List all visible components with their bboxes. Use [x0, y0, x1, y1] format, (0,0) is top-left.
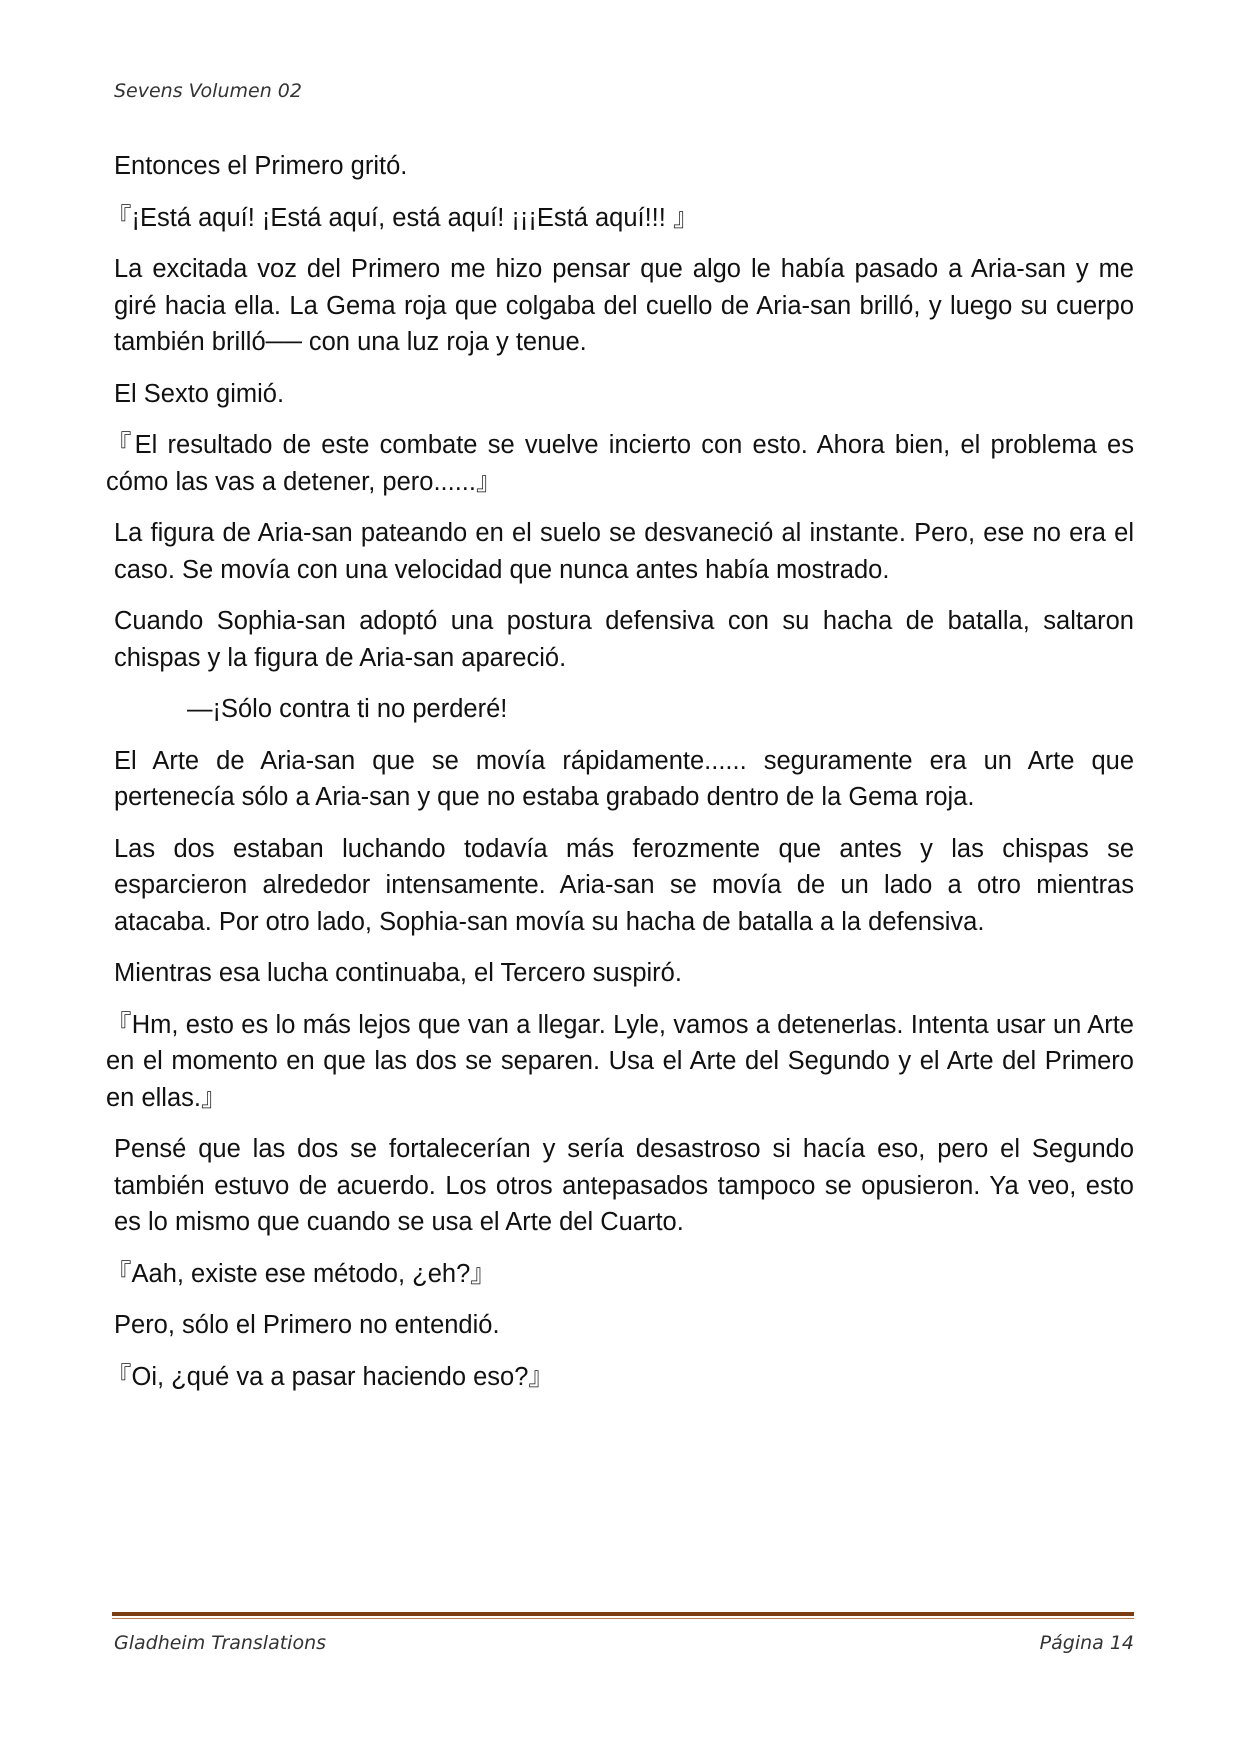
- paragraph: Pensé que las dos se fortalecerían y sería desastroso si hacía eso, pero el Segundo también estuvo de acuerdo. Los otros antepasados tampoco se opusieron. Ya veo, esto es lo mismo que cuando se usa el Arte del Cuarto.: [114, 1135, 1134, 1236]
- body-text: [106, 148, 1134, 1410]
- page-number: Página 14: [1039, 1632, 1134, 1654]
- footer-divider-thin: [112, 1618, 1134, 1619]
- dialogue-paragraph: 『Oi, ¿qué va a pasar haciendo eso?』: [106, 1362, 554, 1391]
- paragraph: Pero, sólo el Primero no entendió.: [114, 1311, 500, 1339]
- dialogue-paragraph: 『¡Está aquí! ¡Está aquí, está aquí! ¡¡¡Está aquí!!! 』: [106, 203, 699, 232]
- paragraph: La figura de Aria-san pateando en el suelo se desvaneció al instante. Pero, ese no era el caso. Se movía con una velocidad que nunca antes había mostrado.: [114, 519, 1134, 584]
- paragraph: El Sexto gimió.: [114, 379, 285, 408]
- dialogue-paragraph: 『Hm, esto es lo más lejos que van a llegar. Lyle, vamos a detenerlas. Intenta usar un Arte en el momento en que las dos se separen. Usa el Arte del Segundo y el Arte del Primero en ellas.』: [106, 1010, 1134, 1112]
- page-header-title: Sevens Volumen 02: [114, 80, 302, 102]
- indented-dialogue: —¡Sólo contra ti no perderé!: [187, 695, 508, 723]
- footer-publisher: Gladheim Translations: [114, 1632, 327, 1654]
- paragraph: Mientras esa lucha continuaba, el Tercero suspiró.: [114, 959, 682, 987]
- dialogue-paragraph: 『El resultado de este combate se vuelve incierto con esto. Ahora bien, el problema es cómo las vas a detener, pero......』: [106, 431, 1134, 496]
- paragraph: Las dos estaban luchando todavía más ferozmente que antes y las chispas se esparcieron alrededor intensamente. Aria-san se movía de un lado a otro mientras atacaba. Por otro lado, Sophia-san movía su hacha de batalla a la defensiva.: [114, 834, 1134, 936]
- dialogue-paragraph: 『Aah, existe ese método, ¿eh?』: [106, 1259, 496, 1288]
- paragraph: El Arte de Aria-san que se movía rápidamente...... seguramente era un Arte que pertenecía sólo a Aria-san y que no estaba grabado dentro de la Gema roja.: [114, 746, 1134, 811]
- paragraph: Entonces el Primero gritó.: [114, 152, 408, 180]
- paragraph: Cuando Sophia-san adoptó una postura defensiva con su hacha de batalla, saltaron chispas y la figura de Aria-san apareció.: [114, 607, 1134, 672]
- paragraph: La excitada voz del Primero me hizo pensar que algo le había pasado a Aria-san y me giré hacia ella. La Gema roja que colgaba del cuello de Aria-san brilló, y luego su cuerpo también brilló── con una luz roja y tenue.: [114, 255, 1134, 356]
- footer-divider: [112, 1612, 1134, 1616]
